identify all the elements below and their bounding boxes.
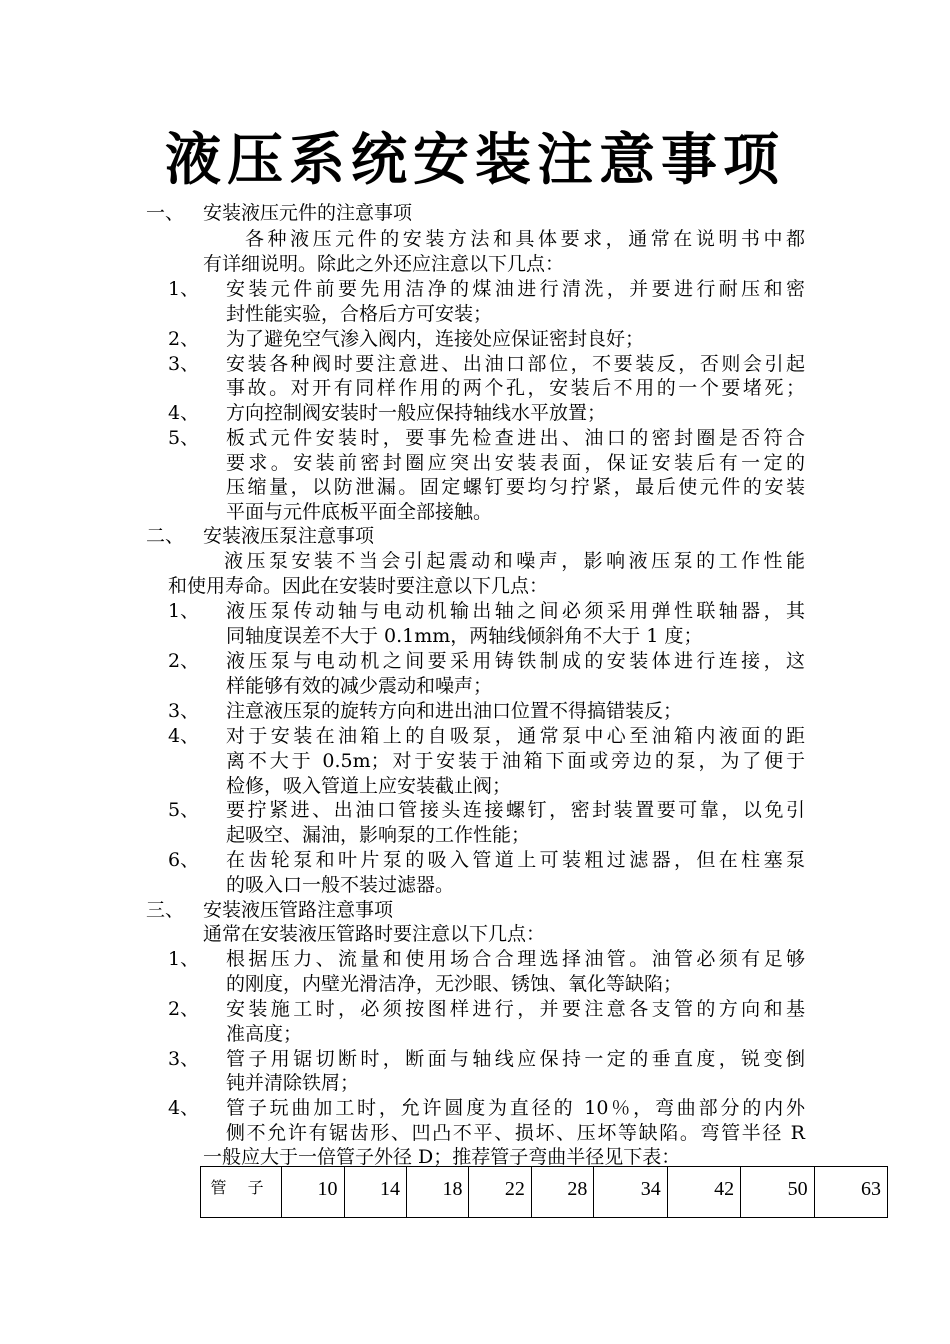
item-line: 安装各种阀时要注意进、出油口部位，不要装反，否则会引起: [226, 353, 805, 375]
table-cell: 22: [469, 1167, 531, 1218]
item-number: 3、: [168, 700, 200, 722]
item-line: 注意液压泵的旋转方向和进出油口位置不得搞错装反；: [226, 700, 683, 722]
item-number: 1、: [168, 278, 200, 300]
item-line: 样能够有效的减少震动和噪声；: [226, 675, 493, 697]
item-line: 平面与元件底板平面全部接触。: [226, 501, 493, 523]
section-heading: 安装液压管路注意事项: [203, 899, 394, 921]
item-line: 的吸入口一般不装过滤器。: [226, 874, 455, 896]
item-number: 4、: [168, 725, 200, 747]
item-line: 侧不允许有锯齿形、凹凸不平、损坏、压坏等缺陷。弯管半径 R: [226, 1122, 805, 1144]
item-line: 安装施工时，必须按图样进行，并要注意各支管的方向和基: [226, 998, 805, 1020]
item-line: 管子玩曲加工时，允许圆度为直径的 10％，弯曲部分的内外: [226, 1097, 805, 1119]
item-number: 5、: [168, 427, 200, 449]
item-number: 6、: [168, 849, 200, 871]
section-heading: 安装液压元件的注意事项: [203, 202, 413, 224]
table-cell: 50: [741, 1167, 814, 1218]
table-row: [201, 1167, 888, 1218]
section-intro-line: 有详细说明。除此之外还应注意以下几点：: [203, 253, 565, 275]
item-line: 安装元件前要先用洁净的煤油进行清洗，并要进行耐压和密: [226, 278, 805, 300]
item-line: 要求。安装前密封圈应突出安装表面，保证安装后有一定的: [226, 452, 805, 474]
item-number: 2、: [168, 650, 200, 672]
item-line: 钝并清除铁屑；: [226, 1072, 360, 1094]
item-line: 对于安装在油箱上的自吸泵，通常泵中心至油箱内液面的距: [226, 725, 805, 747]
item-number: 1、: [168, 600, 200, 622]
table-cell: 14: [344, 1167, 406, 1218]
item-line: 检修，吸入管道上应安装截止阀；: [226, 775, 512, 797]
item-line: 起吸空、漏油，影响泵的工作性能；: [226, 824, 531, 846]
item-number: 4、: [168, 1097, 200, 1119]
item-number: 4、: [168, 402, 200, 424]
section-heading: 安装液压泵注意事项: [203, 525, 375, 547]
item-line: 根据压力、流量和使用场合合理选择油管。油管必须有足够: [226, 948, 805, 970]
item-number: 1、: [168, 948, 200, 970]
item-line: 压缩量，以防泄漏。固定螺钉要均匀拧紧，最后使元件的安装: [226, 476, 805, 498]
item-number: 3、: [168, 353, 200, 375]
item-line: 准高度；: [226, 1023, 303, 1045]
item-line: 板式元件安装时，要事先检查进出、油口的密封圈是否符合: [226, 427, 805, 449]
item-line: 封性能实验，合格后方可安装；: [226, 303, 493, 325]
table-cell: 63: [814, 1167, 887, 1218]
item-line: 管子用锯切断时，断面与轴线应保持一定的垂直度，锐变倒: [226, 1048, 805, 1070]
item-line: 事故。对开有同样作用的两个孔，安装后不用的一个要堵死；: [226, 377, 805, 399]
item-line: 要拧紧进、出油口管接头连接螺钉，密封装置要可靠，以免引: [226, 799, 805, 821]
pipe-bend-radius-table: [200, 1166, 888, 1218]
table-cell: 10: [282, 1167, 344, 1218]
item-line: 的刚度，内壁光滑洁净，无沙眼、锈蚀、氧化等缺陷；: [226, 973, 683, 995]
section-intro-line: 液压泵安装不当会引起震动和噪声，影响液压泵的工作性能: [224, 550, 805, 572]
table-cell: 34: [594, 1167, 667, 1218]
item-number: 2、: [168, 328, 200, 350]
section-intro-line: 通常在安装液压管路时要注意以下几点：: [203, 923, 546, 945]
item-number: 2、: [168, 998, 200, 1020]
item-line: 方向控制阀安装时一般应保持轴线水平放置；: [226, 402, 607, 424]
item-number: 3、: [168, 1048, 200, 1070]
item-line: 同轴度误差不大于 0.1mm，两轴线倾斜角不大于 1 度；: [226, 625, 703, 647]
item-line: 一般应大于一倍管子外径 D；推荐管子弯曲半径见下表：: [203, 1146, 681, 1168]
item-line: 为了避免空气渗入阀内，连接处应保证密封良好；: [226, 328, 645, 350]
section-intro-line: 和使用寿命。因此在安装时要注意以下几点：: [168, 575, 549, 597]
table-cell: 28: [531, 1167, 593, 1218]
section-number: 三、: [146, 899, 185, 921]
section-number: 二、: [146, 525, 185, 547]
section-intro-line: 各种液压元件的安装方法和具体要求，通常在说明书中都: [245, 228, 805, 250]
item-number: 5、: [168, 799, 200, 821]
item-line: 在齿轮泵和叶片泵的吸入管道上可装粗过滤器，但在柱塞泵: [226, 849, 805, 871]
table-cell: 18: [406, 1167, 468, 1218]
item-line: 离不大于 0.5m；对于安装于油箱下面或旁边的泵，为了便于: [226, 750, 805, 772]
section-number: 一、: [146, 202, 185, 224]
document-title: 液压系统安装注意事项: [165, 127, 785, 193]
item-line: 液压泵与电动机之间要采用铸铁制成的安装体进行连接，这: [226, 650, 805, 672]
table-cell: 42: [667, 1167, 740, 1218]
item-line: 液压泵传动轴与电动机输出轴之间必须采用弹性联轴器，其: [226, 600, 805, 622]
table-header-cell: 管 子: [201, 1167, 282, 1218]
